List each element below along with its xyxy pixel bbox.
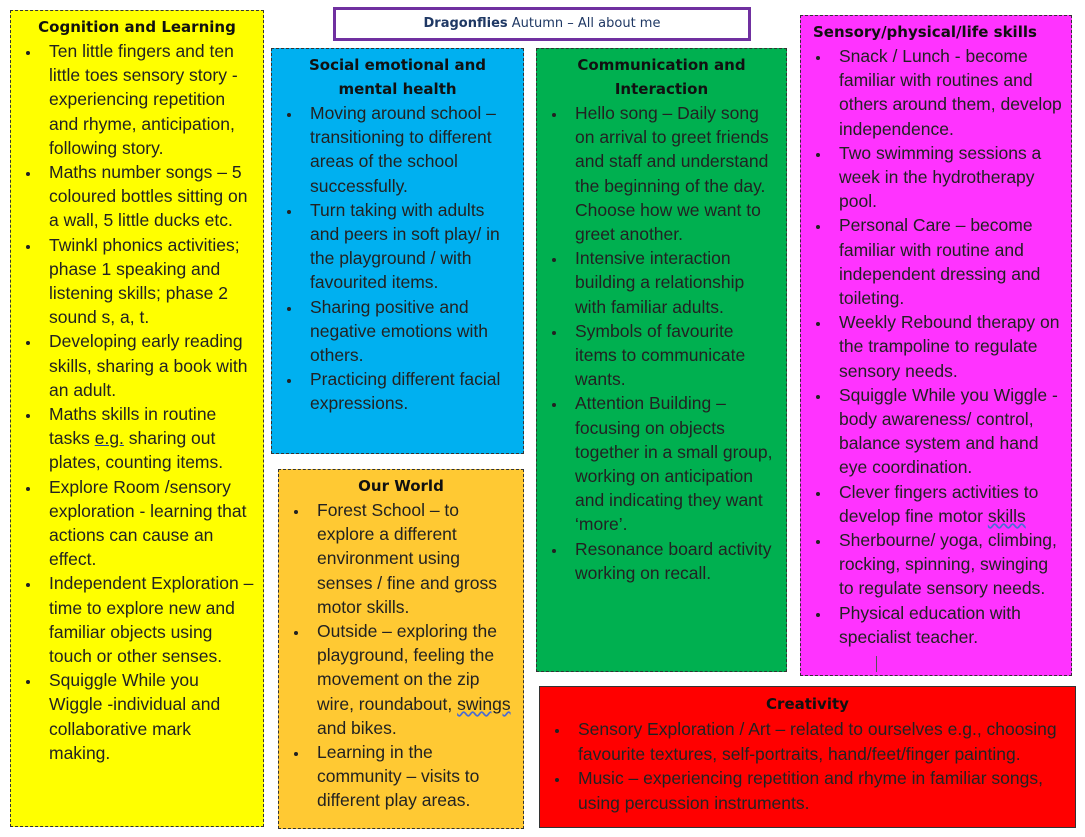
- list-item-text: Clever fingers activities to develop fine motor: [839, 481, 1039, 526]
- list-item: [309, 619, 515, 740]
- communication-heading: Communication and Interaction: [577, 56, 746, 98]
- list-item: [831, 480, 1063, 528]
- list-item: • Sharing positive and negative emotions with others.: [302, 295, 515, 368]
- list-item: • Turn taking with adults and peers in soft play/ in the playground / with favourited items.: [302, 198, 515, 295]
- list-item-text: Maths skills in routine tasks: [49, 404, 217, 449]
- list-item: • Hello song – Daily song on arrival to greet friends and staff and understand the beginning of the day. Choose how we want to greet another.: [567, 101, 778, 246]
- list-item: • Learning in the community – visits to different play areas.: [309, 740, 515, 813]
- page-title-box: [333, 7, 751, 41]
- list-item: • Independent Exploration – time to explore new and familiar objects using touch or other senses.: [41, 571, 255, 668]
- list-item: • Sherbourne/ yoga, climbing, rocking, spinning, swinging to regulate sensory needs.: [831, 528, 1063, 601]
- spellcheck-word: swings: [457, 693, 511, 714]
- list-item: • Twinkl phonics activities; phase 1 speaking and listening skills; phase 2 sound s, a, t.: [41, 233, 255, 330]
- list-item: • Squiggle While you Wiggle -individual and collaborative mark making.: [41, 668, 255, 765]
- cognition-list: [19, 39, 255, 765]
- cursor-mark: [876, 656, 877, 672]
- sensory-heading: Sensory/physical/life skills: [813, 23, 1037, 41]
- list-item-text: Outside – exploring the playground, feeling the movement on the zip wire, roundabout,: [317, 621, 497, 714]
- sensory-physical-panel: [800, 15, 1072, 676]
- list-item: • Attention Building – focusing on objects together in a small group, working on anticipation and indicating they want ‘more’.: [567, 391, 778, 536]
- list-item-text: and bikes.: [317, 717, 397, 738]
- world-list: [287, 498, 515, 813]
- communication-list: [545, 101, 778, 585]
- list-item: • Explore Room /sensory exploration - learning that actions can cause an effect.: [41, 475, 255, 572]
- list-item: [41, 402, 255, 475]
- social-heading: Social emotional and mental health: [308, 56, 487, 98]
- list-item-text: sharing out plates, counting items.: [49, 428, 224, 473]
- list-item: • Developing early reading skills, sharing a book with an adult.: [41, 329, 255, 402]
- list-item: • Squiggle While you Wiggle - body awareness/ control, balance system and hand eye coordination.: [831, 383, 1063, 480]
- cognition-learning-panel: [10, 10, 264, 827]
- spellcheck-word: skills: [987, 505, 1026, 526]
- list-item: • Moving around school – transitioning to different areas of the school successfully.: [302, 101, 515, 198]
- sensory-list: [809, 44, 1063, 649]
- list-item: • Ten little fingers and ten little toes sensory story - experiencing repetition and rhyme, anticipation, following story.: [41, 39, 255, 160]
- cognition-heading: Cognition and Learning: [38, 18, 236, 36]
- list-item: • Personal Care – become familiar with routine and independent dressing and toileting.: [831, 213, 1063, 310]
- class-name: Dragonflies: [423, 16, 508, 31]
- list-item: • Maths number songs – 5 coloured bottles sitting on a wall, 5 little ducks etc.: [41, 160, 255, 233]
- creativity-list: [548, 717, 1067, 815]
- list-item: • Weekly Rebound therapy on the trampoline to regulate sensory needs.: [831, 310, 1063, 383]
- social-list: [280, 101, 515, 416]
- creativity-panel: [539, 686, 1076, 828]
- list-item: • Sensory Exploration / Art – related to ourselves e.g., choosing favourite textures, self-portraits, hand/feet/finger painting.: [570, 717, 1067, 766]
- list-item: • Symbols of favourite items to communicate wants.: [567, 319, 778, 392]
- list-item: • Resonance board activity working on recall.: [567, 537, 778, 585]
- social-emotional-panel: [271, 48, 524, 454]
- list-item: • Snack / Lunch - become familiar with routines and others around them, develop independence.: [831, 44, 1063, 141]
- creativity-heading: Creativity: [766, 695, 849, 713]
- our-world-panel: [278, 469, 524, 829]
- title-text: Autumn – All about me: [511, 16, 661, 31]
- list-item: • Practicing different facial expressions.: [302, 367, 515, 415]
- list-item: • Physical education with specialist teacher.: [831, 601, 1063, 649]
- eg-text: e.g.: [94, 428, 124, 449]
- list-item: • Intensive interaction building a relationship with familiar adults.: [567, 246, 778, 319]
- list-item: • Music – experiencing repetition and rhyme in familiar songs, using percussion instruments.: [570, 766, 1067, 815]
- list-item: • Two swimming sessions a week in the hydrotherapy pool.: [831, 141, 1063, 214]
- list-item: • Forest School – to explore a different environment using senses / fine and gross motor skills.: [309, 498, 515, 619]
- communication-panel: [536, 48, 787, 672]
- world-heading: Our World: [358, 477, 444, 495]
